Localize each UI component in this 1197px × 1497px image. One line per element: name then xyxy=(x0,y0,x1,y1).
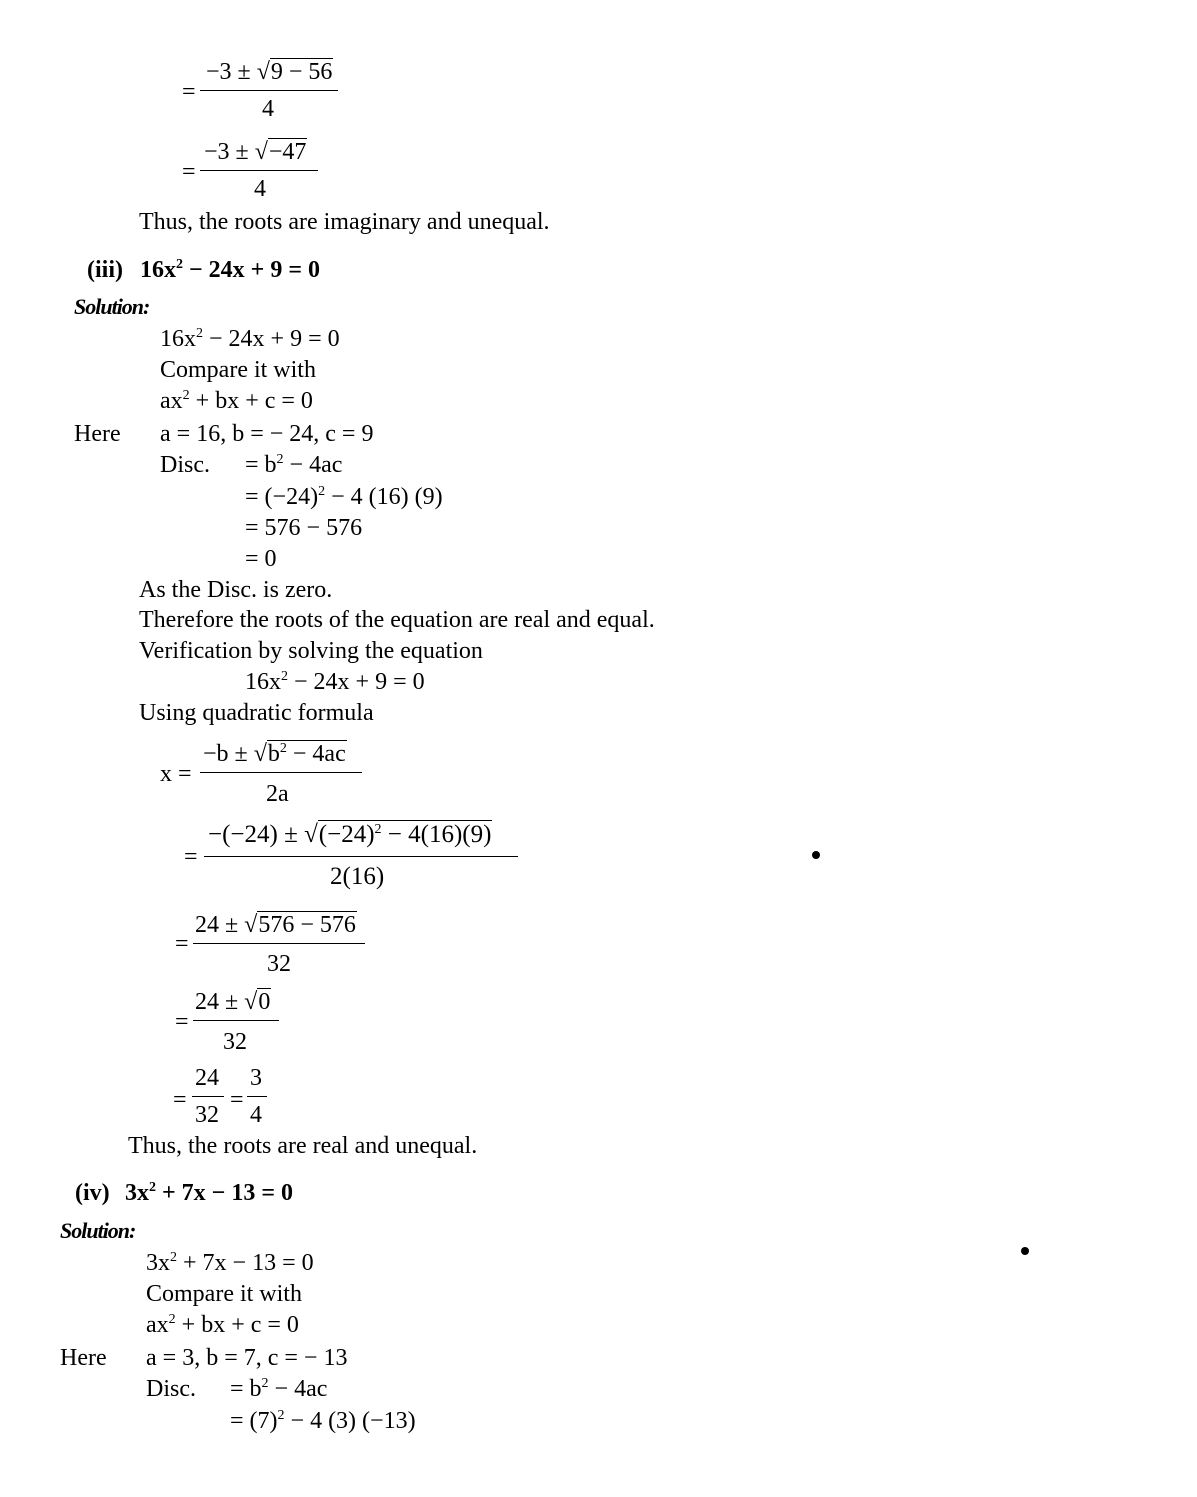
eq-part: 16x xyxy=(160,326,196,352)
solution-label: Solution: xyxy=(60,1218,136,1243)
eq-part: (−24) xyxy=(318,821,375,848)
result-numerator: 3 xyxy=(250,1065,262,1091)
numerator-text: −b ± √ xyxy=(203,741,267,767)
formula-numerator xyxy=(203,742,347,766)
question-equation-iii xyxy=(140,258,320,282)
radicand xyxy=(318,820,493,848)
fraction-1-denominator: 4 xyxy=(262,96,274,122)
fraction-bar xyxy=(200,90,338,91)
formula-denominator: 2a xyxy=(266,781,289,807)
fraction-2-numerator xyxy=(204,140,307,164)
radicand: −47 xyxy=(268,139,307,165)
substitution-denominator: 2(16) xyxy=(330,863,385,890)
disc-zero-text: As the Disc. is zero. xyxy=(139,577,333,603)
eq-part: b xyxy=(267,741,280,767)
fraction-bar xyxy=(200,170,318,171)
coefficients: a = 16, b = − 24, c = 9 xyxy=(160,421,374,447)
verification-text: Verification by solving the equation xyxy=(139,638,483,664)
exponent: 2 xyxy=(170,1250,177,1265)
exponent: 2 xyxy=(276,452,284,467)
disc-label: Disc. xyxy=(160,452,210,478)
disc-step-3: = 576 − 576 xyxy=(245,515,363,541)
therefore-text: Therefore the roots of the equation are real and equal. xyxy=(139,607,655,633)
radicand: 0 xyxy=(258,989,271,1015)
fraction-bar xyxy=(204,856,518,857)
substitution-numerator xyxy=(208,822,492,847)
scan-dot xyxy=(1021,1247,1029,1255)
equals-sign: = xyxy=(230,1087,244,1113)
equals-sign: = xyxy=(175,931,189,957)
eq-part: + bx + c = 0 xyxy=(175,1312,299,1338)
disc-step-4: = 0 xyxy=(245,546,277,572)
x-equals: x = xyxy=(160,761,192,787)
eq-part: = b xyxy=(230,1376,262,1402)
exponent: 2 xyxy=(374,822,382,837)
numerator-text: −3 ± √ xyxy=(204,139,268,165)
exponent: 2 xyxy=(281,669,288,684)
fraction-1-numerator xyxy=(206,60,333,84)
eq-part: 3x xyxy=(146,1250,170,1276)
equals-sign: = xyxy=(182,159,196,185)
eq-part: ax xyxy=(146,1312,169,1338)
exponent: 2 xyxy=(261,1376,269,1391)
eq-part: − 4ac xyxy=(283,452,343,478)
exponent: 2 xyxy=(318,484,326,499)
eq-part: + 7x − 13 = 0 xyxy=(177,1250,314,1276)
verification-equation xyxy=(245,670,425,694)
fraction-bar xyxy=(193,943,365,944)
eq-part: + bx + c = 0 xyxy=(189,388,313,414)
fraction-bar xyxy=(192,1096,224,1097)
equals-sign: = xyxy=(173,1087,187,1113)
here-label: Here xyxy=(74,421,121,447)
step-2-numerator xyxy=(195,913,357,937)
conclusion-ii: Thus, the roots are imaginary and unequal. xyxy=(139,209,550,235)
eq-part: 16x xyxy=(245,669,281,695)
question-equation-iv xyxy=(125,1181,293,1205)
compare-text: Compare it with xyxy=(160,357,316,383)
exponent: 2 xyxy=(168,1312,176,1327)
numerator-text: −3 ± √ xyxy=(206,59,270,85)
exponent: 2 xyxy=(176,257,183,272)
eq-part: 3x xyxy=(125,1180,149,1206)
eq-part: − 24x + 9 = 0 xyxy=(203,326,340,352)
eq-part: − 24x + 9 = 0 xyxy=(183,257,321,283)
eq-part: − 4(16)(9) xyxy=(381,821,492,848)
solution-label: Solution: xyxy=(74,294,150,319)
coefficients: a = 3, b = 7, c = − 13 xyxy=(146,1345,348,1371)
eq-part: − 4 (16) (9) xyxy=(325,484,443,510)
question-label-iii: (iii) xyxy=(87,257,123,283)
fraction-bar xyxy=(247,1096,267,1097)
eq-part: − 4ac xyxy=(286,741,346,767)
eq-part: − 4 (3) (−13) xyxy=(284,1408,416,1434)
radicand: 9 − 56 xyxy=(270,59,333,85)
equals-sign: = xyxy=(182,79,196,105)
step-2-denominator: 32 xyxy=(267,951,291,977)
disc-step-1 xyxy=(245,453,342,477)
using-formula-text: Using quadratic formula xyxy=(139,700,374,726)
fraction-2-denominator: 4 xyxy=(254,176,266,202)
standard-form xyxy=(160,389,313,413)
eq-part: = b xyxy=(245,452,277,478)
eq-part: = (7) xyxy=(230,1408,278,1434)
disc-step-2 xyxy=(230,1409,416,1433)
here-label: Here xyxy=(60,1345,107,1371)
radicand xyxy=(267,740,347,767)
exponent: 2 xyxy=(182,388,190,403)
step-3-numerator xyxy=(195,990,271,1014)
numerator-text: −(−24) ± √ xyxy=(208,821,318,848)
fraction-bar xyxy=(200,772,362,773)
step-3-denominator: 32 xyxy=(223,1029,247,1055)
disc-step-1 xyxy=(230,1377,327,1401)
eq-part: = (−24) xyxy=(245,484,319,510)
question-label-iv: (iv) xyxy=(75,1180,110,1206)
exponent: 2 xyxy=(196,326,203,341)
fraction-bar xyxy=(193,1020,279,1021)
equation-line xyxy=(160,327,340,351)
scan-dot xyxy=(812,851,820,859)
result-denominator: 4 xyxy=(250,1102,262,1128)
step-4-numerator: 24 xyxy=(195,1065,219,1091)
compare-text: Compare it with xyxy=(146,1281,302,1307)
exponent: 2 xyxy=(277,1408,285,1423)
numerator-text: 24 ± √ xyxy=(195,989,258,1015)
disc-label: Disc. xyxy=(146,1376,196,1402)
eq-part: − 4ac xyxy=(268,1376,328,1402)
exponent: 2 xyxy=(279,741,287,756)
equals-sign: = xyxy=(184,844,198,870)
numerator-text: 24 ± √ xyxy=(195,912,258,938)
equals-sign: = xyxy=(175,1009,189,1035)
exponent: 2 xyxy=(149,1180,156,1195)
eq-part: ax xyxy=(160,388,183,414)
disc-step-2 xyxy=(245,485,443,509)
step-4-denominator: 32 xyxy=(195,1102,219,1128)
eq-part: + 7x − 13 = 0 xyxy=(156,1180,294,1206)
eq-part: 16x xyxy=(140,257,176,283)
standard-form xyxy=(146,1313,299,1337)
conclusion-iii: Thus, the roots are real and unequal. xyxy=(128,1133,478,1159)
equation-line xyxy=(146,1251,314,1275)
radicand: 576 − 576 xyxy=(258,912,356,938)
eq-part: − 24x + 9 = 0 xyxy=(288,669,425,695)
